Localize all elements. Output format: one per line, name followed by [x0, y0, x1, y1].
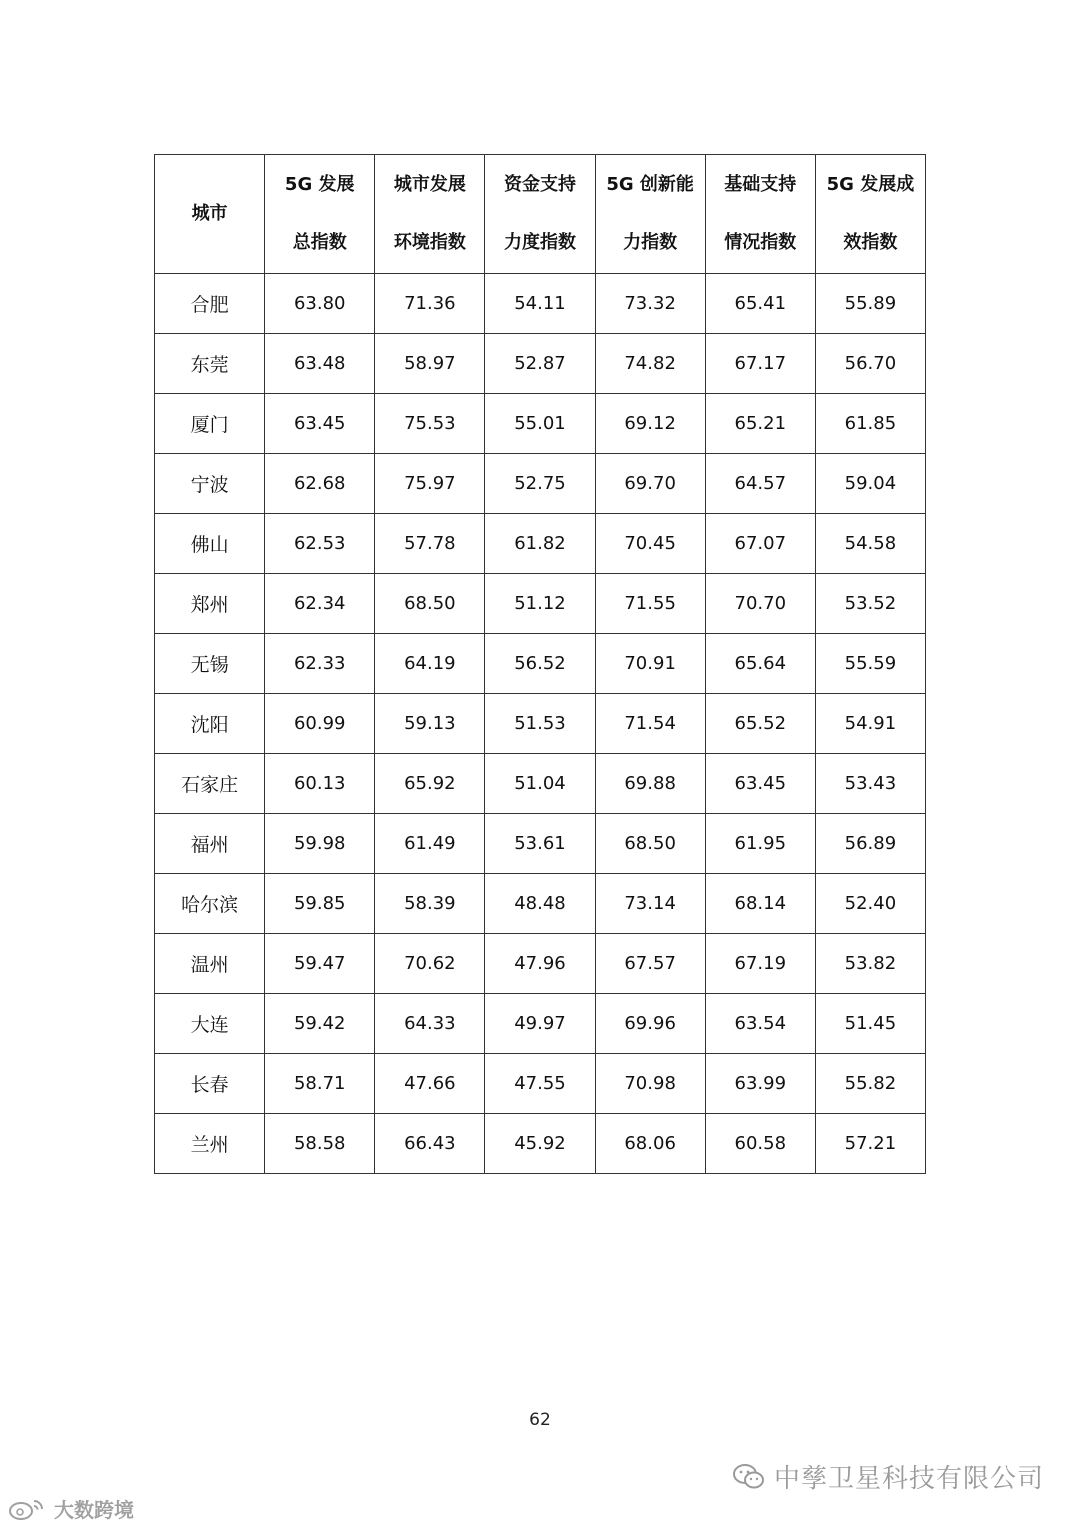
value-cell: 66.43 [375, 1114, 485, 1174]
city-cell: 长春 [155, 1054, 265, 1114]
table-row [155, 754, 926, 814]
value-cell: 58.39 [375, 874, 485, 934]
table-row [155, 1054, 926, 1114]
value-cell: 59.47 [265, 934, 375, 994]
value-cell: 62.34 [265, 574, 375, 634]
city-cell: 大连 [155, 994, 265, 1054]
value-cell: 54.11 [485, 274, 595, 334]
value-cell: 55.82 [815, 1054, 925, 1114]
city-cell: 哈尔滨 [155, 874, 265, 934]
table-row [155, 514, 926, 574]
value-cell: 63.48 [265, 334, 375, 394]
column-header [265, 155, 375, 274]
table-row [155, 634, 926, 694]
value-cell: 53.43 [815, 754, 925, 814]
city-cell: 石家庄 [155, 754, 265, 814]
value-cell: 64.33 [375, 994, 485, 1054]
value-cell: 63.99 [705, 1054, 815, 1114]
value-cell: 74.82 [595, 334, 705, 394]
table-row [155, 1114, 926, 1174]
value-cell: 68.50 [595, 814, 705, 874]
column-header [815, 155, 925, 274]
value-cell: 61.95 [705, 814, 815, 874]
column-header-line1: 资金支持 [503, 174, 576, 195]
column-header [375, 155, 485, 274]
value-cell: 60.13 [265, 754, 375, 814]
value-cell: 63.54 [705, 994, 815, 1054]
value-cell: 47.96 [485, 934, 595, 994]
value-cell: 69.70 [595, 454, 705, 514]
value-cell: 67.19 [705, 934, 815, 994]
value-cell: 60.99 [265, 694, 375, 754]
city-cell: 合肥 [155, 274, 265, 334]
value-cell: 61.82 [485, 514, 595, 574]
value-cell: 67.17 [705, 334, 815, 394]
value-cell: 55.59 [815, 634, 925, 694]
city-cell: 佛山 [155, 514, 265, 574]
value-cell: 53.82 [815, 934, 925, 994]
value-cell: 55.89 [815, 274, 925, 334]
value-cell: 70.91 [595, 634, 705, 694]
city-cell: 福州 [155, 814, 265, 874]
column-header-line1: 5G 发展成 [826, 174, 915, 195]
table-row [155, 814, 926, 874]
value-cell: 73.32 [595, 274, 705, 334]
value-cell: 57.21 [815, 1114, 925, 1174]
value-cell: 70.70 [705, 574, 815, 634]
table-row [155, 694, 926, 754]
value-cell: 63.45 [265, 394, 375, 454]
column-header-line2: 效指数 [843, 232, 898, 253]
value-cell: 71.55 [595, 574, 705, 634]
value-cell: 52.87 [485, 334, 595, 394]
table-row [155, 574, 926, 634]
value-cell: 62.68 [265, 454, 375, 514]
value-cell: 49.97 [485, 994, 595, 1054]
value-cell: 61.49 [375, 814, 485, 874]
value-cell: 53.61 [485, 814, 595, 874]
value-cell: 58.58 [265, 1114, 375, 1174]
column-header [155, 155, 265, 274]
column-header-line2: 力指数 [623, 232, 678, 253]
value-cell: 59.04 [815, 454, 925, 514]
value-cell: 59.85 [265, 874, 375, 934]
value-cell: 58.71 [265, 1054, 375, 1114]
city-cell: 东莞 [155, 334, 265, 394]
value-cell: 56.70 [815, 334, 925, 394]
value-cell: 51.53 [485, 694, 595, 754]
value-cell: 65.52 [705, 694, 815, 754]
value-cell: 63.80 [265, 274, 375, 334]
value-cell: 58.97 [375, 334, 485, 394]
value-cell: 65.21 [705, 394, 815, 454]
index-table [154, 154, 926, 1174]
column-header-line2: 总指数 [292, 232, 347, 253]
table-row [155, 454, 926, 514]
value-cell: 55.01 [485, 394, 595, 454]
table-row [155, 934, 926, 994]
value-cell: 67.57 [595, 934, 705, 994]
wechat-icon [732, 1463, 766, 1491]
value-cell: 59.13 [375, 694, 485, 754]
table-row [155, 874, 926, 934]
value-cell: 71.54 [595, 694, 705, 754]
table-row [155, 334, 926, 394]
column-header-line1: 5G 创新能 [606, 174, 694, 195]
value-cell: 65.92 [375, 754, 485, 814]
value-cell: 64.57 [705, 454, 815, 514]
table-header-row [155, 155, 926, 274]
column-header-line1: 城市 [191, 203, 228, 224]
city-cell: 无锡 [155, 634, 265, 694]
watermark-source-text: 大数跨境 [54, 1498, 134, 1522]
value-cell: 60.58 [705, 1114, 815, 1174]
value-cell: 51.04 [485, 754, 595, 814]
value-cell: 65.41 [705, 274, 815, 334]
value-cell: 70.45 [595, 514, 705, 574]
value-cell: 67.07 [705, 514, 815, 574]
value-cell: 69.96 [595, 994, 705, 1054]
value-cell: 48.48 [485, 874, 595, 934]
city-cell: 郑州 [155, 574, 265, 634]
table-row [155, 274, 926, 334]
value-cell: 51.12 [485, 574, 595, 634]
value-cell: 71.36 [375, 274, 485, 334]
value-cell: 64.19 [375, 634, 485, 694]
weibo-icon [8, 1497, 48, 1521]
value-cell: 51.45 [815, 994, 925, 1054]
column-header-line2: 环境指数 [393, 232, 466, 253]
table-row [155, 394, 926, 454]
watermark-company-text: 中孳卫星科技有限公司 [773, 1464, 1044, 1494]
value-cell: 52.75 [485, 454, 595, 514]
table-body [155, 274, 926, 1174]
value-cell: 45.92 [485, 1114, 595, 1174]
column-header-line1: 5G 发展 [284, 174, 355, 195]
value-cell: 75.97 [375, 454, 485, 514]
city-cell: 兰州 [155, 1114, 265, 1174]
city-cell: 厦门 [155, 394, 265, 454]
watermark-company [732, 1458, 1044, 1495]
column-header [485, 155, 595, 274]
column-header-line2: 情况指数 [724, 232, 797, 253]
value-cell: 68.06 [595, 1114, 705, 1174]
value-cell: 54.91 [815, 694, 925, 754]
value-cell: 70.62 [375, 934, 485, 994]
value-cell: 63.45 [705, 754, 815, 814]
value-cell: 69.88 [595, 754, 705, 814]
city-cell: 温州 [155, 934, 265, 994]
column-header-line2: 力度指数 [503, 232, 576, 253]
value-cell: 56.52 [485, 634, 595, 694]
value-cell: 56.89 [815, 814, 925, 874]
value-cell: 75.53 [375, 394, 485, 454]
column-header [705, 155, 815, 274]
value-cell: 59.42 [265, 994, 375, 1054]
value-cell: 61.85 [815, 394, 925, 454]
value-cell: 47.66 [375, 1054, 485, 1114]
value-cell: 53.52 [815, 574, 925, 634]
city-cell: 沈阳 [155, 694, 265, 754]
column-header-line1: 城市发展 [393, 174, 466, 195]
value-cell: 65.64 [705, 634, 815, 694]
value-cell: 47.55 [485, 1054, 595, 1114]
table-row [155, 994, 926, 1054]
column-header-line1: 基础支持 [724, 174, 797, 195]
value-cell: 52.40 [815, 874, 925, 934]
value-cell: 62.33 [265, 634, 375, 694]
value-cell: 70.98 [595, 1054, 705, 1114]
value-cell: 68.50 [375, 574, 485, 634]
watermark-source [8, 1494, 134, 1523]
value-cell: 73.14 [595, 874, 705, 934]
value-cell: 57.78 [375, 514, 485, 574]
value-cell: 59.98 [265, 814, 375, 874]
value-cell: 62.53 [265, 514, 375, 574]
value-cell: 69.12 [595, 394, 705, 454]
value-cell: 54.58 [815, 514, 925, 574]
city-cell: 宁波 [155, 454, 265, 514]
page-number: 62 [529, 1410, 551, 1430]
value-cell: 68.14 [705, 874, 815, 934]
column-header [595, 155, 705, 274]
